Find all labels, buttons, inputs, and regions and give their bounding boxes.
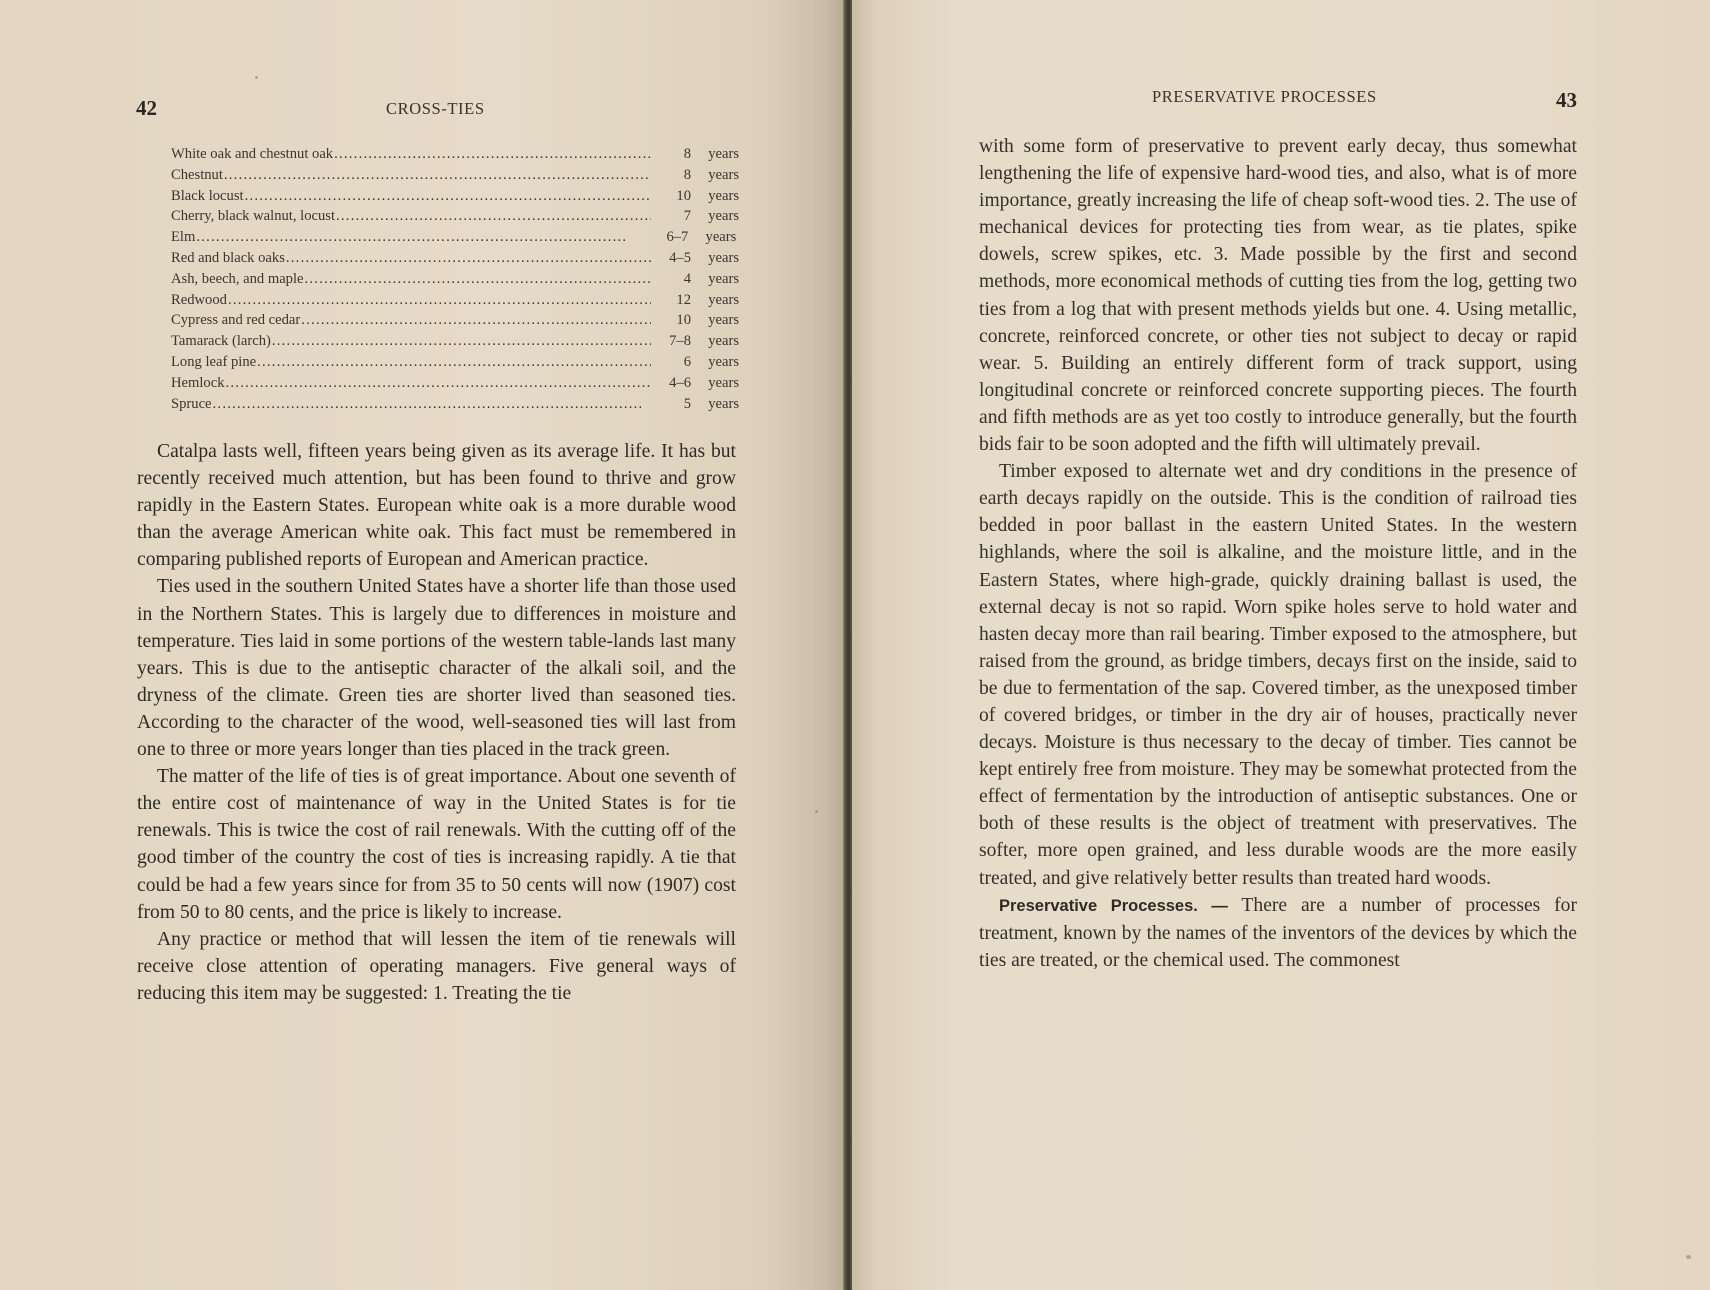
life-value: 6 bbox=[683, 353, 691, 370]
dot-leader bbox=[224, 167, 651, 184]
life-value: 12 bbox=[676, 291, 691, 308]
life-value: 10 bbox=[676, 187, 691, 204]
wood-name: Ash, beech, and maple bbox=[171, 270, 304, 287]
life-unit: years bbox=[708, 187, 739, 204]
life-value: 8 bbox=[683, 146, 691, 162]
life-value: 7–8 bbox=[669, 333, 691, 350]
dot-leader bbox=[257, 354, 651, 371]
life-unit: years bbox=[708, 312, 739, 329]
paragraph: Any practice or method that will lessen the item of tie renewals will receive close attention of operating managers. Five general ways of reducing this item may be suggested: 1. Treating the tie bbox=[137, 928, 736, 1004]
life-unit: years bbox=[708, 291, 739, 308]
wood-name: Spruce bbox=[171, 395, 212, 412]
table-row bbox=[171, 146, 739, 167]
wood-name: Hemlock bbox=[171, 374, 225, 391]
section-text: There are a number of processes for treatment, known by the names of the inventors of the devices by which the ties are treated, or the chemical used. The commonest bbox=[979, 894, 1578, 971]
paper-speck bbox=[1686, 1255, 1691, 1259]
dot-leader bbox=[226, 375, 652, 392]
table-row bbox=[171, 375, 739, 396]
right-page-body bbox=[979, 133, 1577, 974]
life-unit: years bbox=[708, 249, 739, 266]
section-heading: Preservative Processes. — bbox=[999, 896, 1228, 915]
life-unit: years bbox=[705, 229, 737, 246]
dot-leader bbox=[213, 396, 651, 413]
wood-name: White oak and chestnut oak bbox=[171, 146, 334, 162]
table-row bbox=[171, 292, 739, 313]
table-row bbox=[171, 188, 739, 209]
life-unit: years bbox=[708, 333, 739, 350]
life-unit: years bbox=[708, 270, 739, 287]
wood-name: Cherry, black walnut, locust bbox=[171, 208, 336, 225]
dot-leader bbox=[286, 250, 651, 267]
dot-leader bbox=[336, 208, 651, 225]
life-value: 6–7 bbox=[666, 229, 689, 246]
life-value: 4 bbox=[683, 270, 691, 287]
wood-name: Long leaf pine bbox=[171, 353, 257, 370]
table-row bbox=[171, 396, 739, 417]
left-page-body bbox=[137, 438, 736, 1007]
life-unit: years bbox=[708, 166, 739, 183]
wood-name: Black locust bbox=[171, 187, 244, 204]
dot-leader bbox=[334, 146, 651, 163]
wood-name: Red and black oaks bbox=[171, 249, 285, 266]
page-number-right: 43 bbox=[1556, 88, 1577, 112]
paragraph: Timber exposed to alternate wet and dry conditions in the presence of earth decays rapidly on the outside. This is the condition of railroad ties bedded in poor ballast in the eastern United States. In the western highlands, where the soil is alkaline, and the moisture little, and in the Eastern States, where high-grade, quickly draining ballast is used, the external decay is not so rapid. Worn spike holes serve to hold water and hasten decay more than rail bearing. Timber exposed to the atmosphere, but raised from the ground, as bridge timbers, decays first on the inside, said to be due to fermentation of the sap. Covered timber, as the unexposed timber of covered bridges, or timber in the dry air of houses, practically never decays. Moisture is thus necessary to the decay of timber. Ties cannot be kept entirely free from moisture. They may be somewhat protected from the effect of fermentation by the introduction of antiseptic substances. One or both of these results is the object of treatment with preservatives. The softer, more open grained, and less durable woods are the more easily treated, and give relatively better results than treated hard woods. bbox=[979, 461, 1577, 889]
paper-speck bbox=[815, 810, 818, 813]
wood-name: Chestnut bbox=[171, 166, 223, 183]
life-value: 4–5 bbox=[669, 249, 691, 266]
dot-leader bbox=[272, 333, 651, 350]
table-row bbox=[171, 167, 739, 188]
life-value: 7 bbox=[683, 208, 691, 225]
wood-name: Redwood bbox=[171, 291, 227, 308]
section-paragraph bbox=[979, 892, 1577, 974]
life-unit: years bbox=[708, 208, 739, 225]
table-row bbox=[171, 250, 739, 271]
wood-name: Cypress and red cedar bbox=[171, 312, 301, 329]
paragraph: The matter of the life of ties is of great importance. About one seventh of the entire cost of maintenance of way in the United States is for tie renewals. This is twice the cost of rail renewals. With the cutting off of the good timber of the country the cost of ties is increasing rapidly. A tie that could be had a few years since for from 35 to 50 cents will now (1907) cost from 50 to 80 cents, and the price is likely to increase. bbox=[137, 766, 736, 923]
page-number-left: 42 bbox=[136, 96, 157, 120]
running-head-right: PRESERVATIVE PROCESSES bbox=[1152, 87, 1377, 106]
life-value: 10 bbox=[676, 312, 691, 329]
paper-speck bbox=[255, 76, 258, 79]
life-unit: years bbox=[708, 395, 739, 412]
table-row bbox=[171, 208, 739, 229]
dot-leader bbox=[301, 312, 651, 329]
table-row bbox=[171, 333, 739, 354]
life-unit: years bbox=[708, 146, 739, 162]
life-value: 4–6 bbox=[669, 374, 691, 391]
dot-leader bbox=[305, 271, 651, 288]
life-value: 8 bbox=[683, 166, 691, 183]
dot-leader bbox=[196, 229, 648, 246]
dot-leader bbox=[245, 188, 651, 205]
wood-name: Elm bbox=[171, 229, 196, 246]
paragraph: with some form of preservative to prevent early decay, thus somewhat lengthening the life of expensive hard-wood ties, and also, what is of more importance, greatly increasing the life of cheap soft-wood ties. 2. The use of mechanical devices for protecting ties from wear, as tie plates, spike dowels, screw spikes, etc. 3. Made possible by the first and second methods, more economical methods of cutting ties from the log, getting two ties from a log that with present methods yields but one. 4. Using metallic, concrete, reinforced concrete, or other ties not subject to decay or rapid wear. 5. Building an entirely different form of track support, using longitudinal concrete or reinforced concrete supporting pieces. The fourth and fifth methods are as yet too costly to introduce generally, but the fourth bids fair to be soon adopted and the fifth will ultimately prevail. bbox=[979, 136, 1577, 456]
table-row bbox=[171, 312, 739, 333]
running-head-left: CROSS-TIES bbox=[386, 99, 485, 118]
table-row bbox=[171, 354, 739, 375]
tie-life-table bbox=[171, 146, 739, 416]
paragraph: Catalpa lasts well, fifteen years being given as its average life. It has but recently received much attention, but has been found to thrive and grow rapidly in the Eastern States. European white oak is a more durable wood than the average American white oak. This fact must be remembered in comparing published reports of European and American practice. bbox=[137, 441, 736, 571]
life-unit: years bbox=[708, 353, 739, 370]
wood-name: Tamarack (larch) bbox=[171, 333, 271, 350]
life-unit: years bbox=[708, 374, 739, 391]
table-row bbox=[171, 229, 739, 250]
dot-leader bbox=[228, 292, 651, 309]
table-row bbox=[171, 271, 739, 292]
paragraph: Ties used in the southern United States have a shorter life than those used in the Northern States. This is largely due to differences in moisture and temperature. Ties laid in some portions of the western table-lands last many years. This is due to the antiseptic character of the alkali soil, and the dryness of the climate. Green ties are shorter lived than seasoned ties. According to the character of the wood, well-seasoned ties will last from one to three or more years longer than ties placed in the track green. bbox=[137, 576, 736, 761]
life-value: 5 bbox=[683, 395, 691, 412]
left-page bbox=[0, 0, 846, 1290]
